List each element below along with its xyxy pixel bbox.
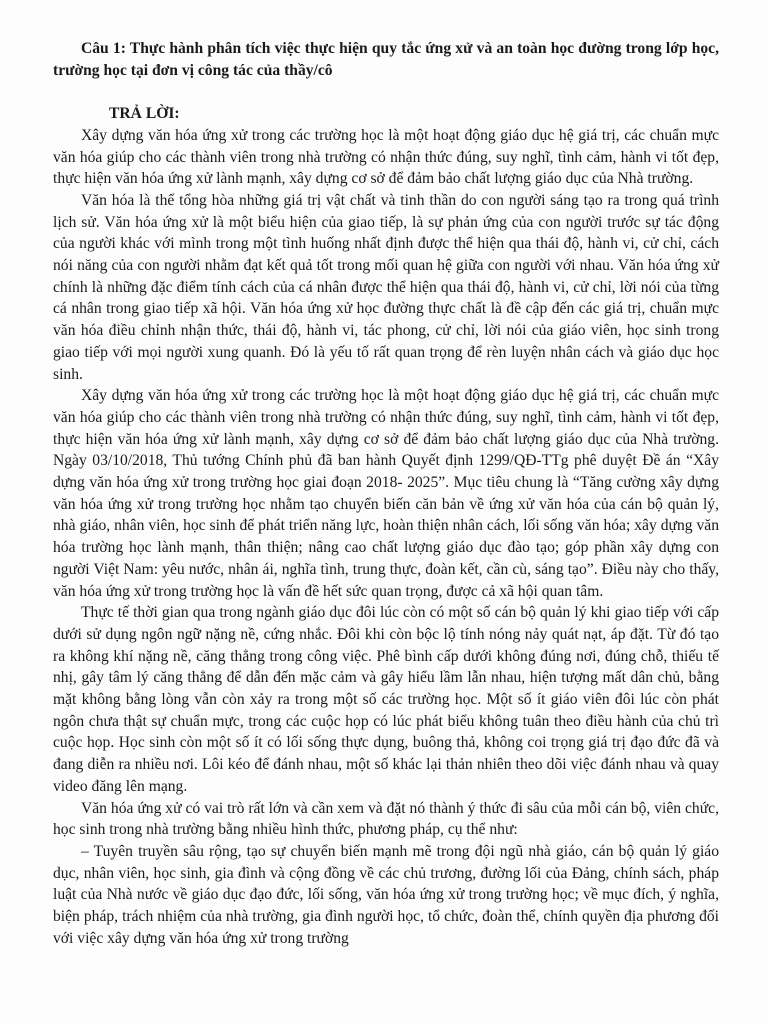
document-body xyxy=(53,38,719,950)
blank-line xyxy=(53,81,719,103)
paragraph-3: Xây dựng văn hóa ứng xử trong các trường học là một hoạt động giáo dục hệ giá trị, các chuẩn mực văn hóa giúp cho các thành viên trong nhà trường có nhận thức đúng, suy nghĩ, tình cảm, hành vi tốt đẹp, thực hiện văn hóa ứng xử lành mạnh, xây dựng cơ sở để đảm bảo chất lượng giáo dục của Nhà trường. Ngày 03/10/2018, Thủ tướng Chính phủ đã ban hành Quyết định 1299/QĐ-TTg phê duyệt Đề án “Xây dựng văn hóa ứng xử trong trường học giai đoạn 2018- 2025”. Mục tiêu chung là “Tăng cường xây dựng văn hóa ứng xử trong trường học nhằm tạo chuyển biến căn bản về ứng xử văn hóa của cán bộ quản lý, nhà giáo, nhân viên, học sinh để phát triển năng lực, hoàn thiện nhân cách, lối sống văn hóa; xây dựng văn hóa trường học lành mạnh, thân thiện; nâng cao chất lượng giáo dục đào tạo; góp phần xây dựng con người Việt Nam: yêu nước, nhân ái, nghĩa tình, trung thực, đoàn kết, cần cù, sáng tạo”. Điều này cho thấy, văn hóa ứng xử trong trường học là vấn đề hết sức quan trọng, được cả xã hội quan tâm. xyxy=(53,387,719,600)
paragraph-4: Thực tế thời gian qua trong ngành giáo dục đôi lúc còn có một số cán bộ quản lý khi giao tiếp với cấp dưới sử dụng ngôn ngữ nặng nề, cứng nhắc. Đôi khi còn bộc lộ tính nóng nảy quát nạt, áp đặt. Từ đó tạo ra không khí nặng nề, căng thẳng trong công việc. Phê bình cấp dưới không đúng nơi, đúng chỗ, thiếu tế nhị, gây tâm lý căng thẳng để dẫn đến mặc cảm và gây hiểu lầm lẫn nhau, hiện tượng mất dân chủ, bằng mặt không bằng lòng vẫn còn xảy ra trong một số các trường học. Một số ít giáo viên đôi lúc còn phát ngôn chưa thật sự chuẩn mực, trong các cuộc họp có lúc phát biểu không tuân theo điều hành của chủ trì cuộc họp. Học sinh còn một số ít có lối sống thực dụng, buông thả, không coi trọng giá trị đạo đức đã và đang diễn ra nhiều nơi. Lôi kéo để đánh nhau, một số khác lại thản nhiên theo dõi việc đánh nhau và quay video đăng lên mạng. xyxy=(53,604,719,795)
paragraph-2: Văn hóa là thể tổng hòa những giá trị vật chất và tinh thần do con người sáng tạo ra trong quá trình lịch sử. Văn hóa ứng xử là một biểu hiện của giao tiếp, là sự phản ứng của con người trước sự tác động của người khác với mình trong một tình huống nhất định được thể hiện qua thái độ, hành vi, cử chỉ, cách nói năng của con người nhằm đạt kết quả tốt trong mối quan hệ giữa con người với nhau. Văn hóa ứng xử chính là những đặc điểm tính cách của cá nhân được thể hiện qua thái độ, hành vi, cử chỉ, lời nói của từng cá nhân trong giao tiếp xã hội. Văn hóa ứng xử học đường thực chất là đề cập đến các giá trị, chuẩn mực văn hóa điều chỉnh nhận thức, thái độ, hành vi, tác phong, cử chỉ, lời nói của giáo viên, học sinh trong giao tiếp với mọi người xung quanh. Đó là yếu tố rất quan trọng để rèn luyện nhân cách và giáo dục học sinh. xyxy=(53,191,719,383)
question-heading: Câu 1: Thực hành phân tích việc thực hiện quy tắc ứng xử và an toàn học đường trong lớp học, trường học tại đơn vị công tác của thầy/cô xyxy=(53,40,719,79)
paragraph-1: Xây dựng văn hóa ứng xử trong các trường học là một hoạt động giáo dục hệ giá trị, các chuẩn mực văn hóa giúp cho các thành viên trong nhà trường có nhận thức đúng, suy nghĩ, tình cảm, hành vi tốt đẹp, thực hiện văn hóa ứng xử lành mạnh, xây dựng cơ sở để đảm bảo chất lượng giáo dục của Nhà trường. xyxy=(53,126,719,188)
answer-heading: TRẢ LỜI: xyxy=(109,105,180,123)
paragraph-6-bullet: – Tuyên truyền sâu rộng, tạo sự chuyển biến mạnh mẽ trong đội ngũ nhà giáo, cán bộ quản lý giáo dục, nhân viên, học sinh, gia đình và cộng đồng về các chủ trương, đường lối của Đảng, chính sách, pháp luật của Nhà nước về giáo dục đạo đức, lối sống, văn hóa ứng xử trong trường học; về mục đích, ý nghĩa, biện pháp, trách nhiệm của nhà trường, gia đình người học, tổ chức, đoàn thể, chính quyền địa phương đối với việc xây dựng văn hóa ứng xử trong trường xyxy=(53,843,719,947)
paragraph-5: Văn hóa ứng xử có vai trò rất lớn và cần xem và đặt nó thành ý thức đi sâu của mỗi cán bộ, viên chức, học sinh trong nhà trường bằng nhiều hình thức, phương pháp, cụ thể như: xyxy=(53,799,719,839)
